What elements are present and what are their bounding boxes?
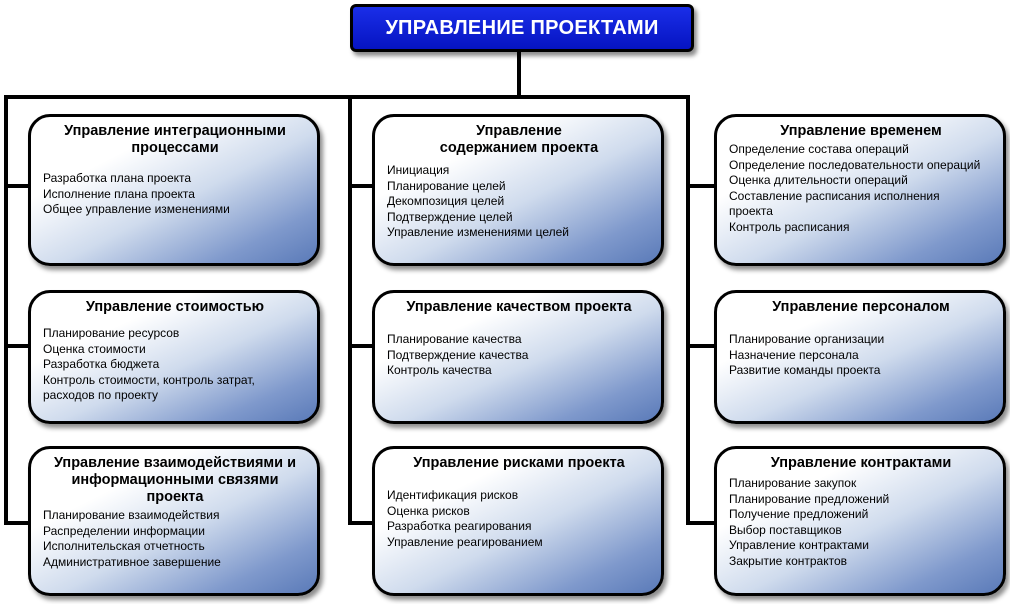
connector-stub: [348, 344, 374, 348]
node-item: Распределении информации: [43, 523, 205, 538]
connector-stub: [4, 344, 30, 348]
node-item: Планирование организации: [729, 332, 885, 346]
node-item: Закрытие контрактов: [729, 553, 848, 568]
connector-stub: [686, 344, 716, 348]
node-items: [43, 171, 307, 218]
node-items: [729, 142, 993, 236]
node-item: Планирование ресурсов: [43, 326, 180, 340]
root-title: УПРАВЛЕНИЕ ПРОЕКТАМИ: [385, 16, 659, 39]
node-item: Разработка бюджета: [43, 357, 160, 372]
node-item: Инициация: [387, 163, 450, 177]
node-title: Управление взаимодействиями и информационными связями проекта: [53, 455, 297, 505]
node-item: Управление изменениями целей: [387, 225, 569, 240]
node-item: Определение последовательности операций: [729, 157, 981, 172]
node-risk: [372, 446, 664, 596]
connector-stub: [348, 184, 374, 188]
node-integration: [28, 114, 320, 266]
node-personnel: [714, 290, 1006, 424]
node-time: [714, 114, 1006, 266]
node-title: Управление качеством проекта: [406, 299, 632, 315]
node-item: Планирование закупок: [729, 476, 857, 490]
top-horizontal-line: [4, 95, 690, 99]
node-title: Управление контрактами: [770, 455, 952, 471]
node-item: Получение предложений: [729, 507, 869, 522]
node-item: Контроль качества: [387, 363, 492, 378]
connector-stub: [4, 521, 30, 525]
node-contracts: [714, 446, 1006, 596]
node-item: Исполнение плана проекта: [43, 186, 195, 201]
node-item: Составление расписания исполнения проекта: [729, 188, 940, 219]
node-title: Управление содержанием проекта: [439, 123, 599, 156]
node-item: Декомпозиция целей: [387, 194, 505, 209]
connector-stub: [686, 521, 716, 525]
node-title: Управление рисками проекта: [413, 455, 625, 471]
node-item: Общее управление изменениями: [43, 202, 230, 217]
node-item: Оценка рисков: [387, 503, 470, 518]
node-cost: [28, 290, 320, 424]
node-item: Развитие команды проекта: [729, 363, 881, 378]
node-item: Управление контрактами: [729, 538, 869, 553]
node-item: Управление реагированием: [387, 534, 543, 549]
node-scope: [372, 114, 664, 266]
connector-stub: [4, 184, 30, 188]
node-items: [387, 488, 651, 550]
node-item: Идентификация рисков: [387, 488, 519, 502]
node-item: Оценка стоимости: [43, 341, 146, 356]
node-item: Выбор поставщиков: [729, 522, 842, 537]
node-item: Планирование взаимодействия: [43, 508, 220, 522]
node-item: Контроль расписания: [729, 219, 850, 234]
column-2-vertical-line: [348, 95, 352, 525]
node-item: Планирование целей: [387, 178, 506, 193]
node-items: [387, 332, 651, 379]
node-items: [729, 476, 993, 570]
node-item: Планирование предложений: [729, 491, 890, 506]
node-items: [387, 163, 651, 241]
node-item: Подтверждение целей: [387, 209, 513, 224]
connector-stub: [686, 184, 716, 188]
root-connector-line: [517, 52, 521, 98]
node-items: [43, 508, 307, 570]
node-title: Управление интеграционными процессами: [64, 123, 286, 156]
node-communications: [28, 446, 320, 596]
node-item: Исполнительская отчетность: [43, 539, 205, 554]
column-1-vertical-line: [4, 95, 8, 525]
node-item: Подтверждение качества: [387, 347, 529, 362]
node-items: [43, 326, 307, 404]
node-title: Управление персоналом: [772, 299, 950, 315]
node-title: Управление стоимостью: [85, 299, 265, 315]
node-item: Разработка плана проекта: [43, 171, 192, 185]
node-item: Контроль стоимости, контроль затрат, расходов по проекту: [43, 372, 255, 403]
node-item: Разработка реагирования: [387, 519, 532, 534]
node-title: Управление временем: [780, 123, 942, 139]
node-item: Определение состава операций: [729, 142, 909, 156]
node-item: Назначение персонала: [729, 347, 859, 362]
column-3-vertical-line: [686, 95, 690, 525]
connector-stub: [348, 521, 374, 525]
node-item: Оценка длительности операций: [729, 173, 908, 188]
node-quality: [372, 290, 664, 424]
node-item: Административное завершение: [43, 554, 221, 569]
node-item: Планирование качества: [387, 332, 522, 346]
root-node: [350, 4, 694, 52]
node-items: [729, 332, 993, 379]
